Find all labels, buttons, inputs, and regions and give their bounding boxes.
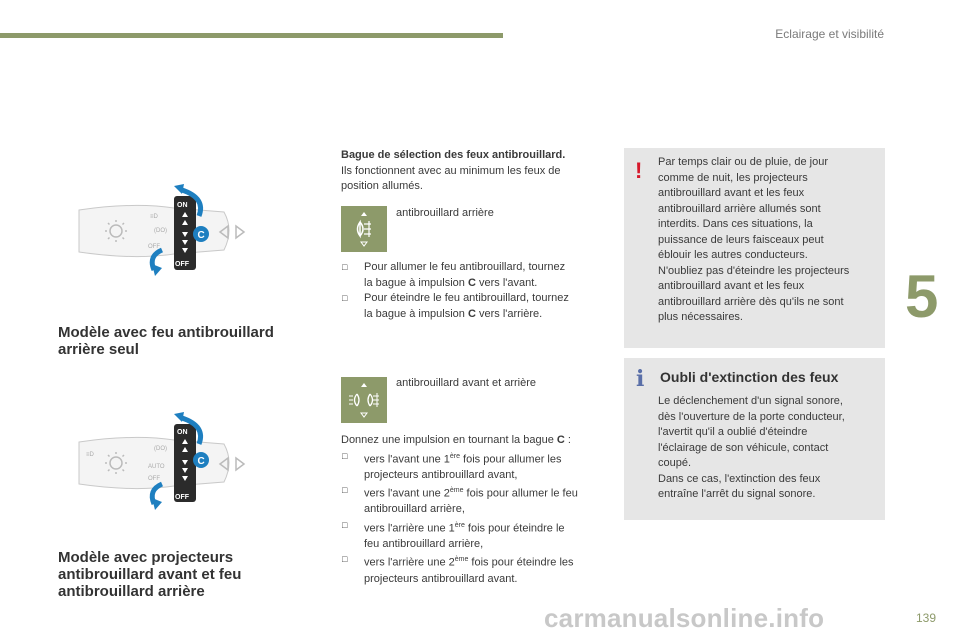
stalk-off-label: OFF	[175, 261, 189, 268]
front-rear-intro: Donnez une impulsion en tournant la bague C :	[341, 434, 571, 446]
model-rear-only-title-line2: arrière seul	[58, 341, 139, 358]
page-number: 139	[915, 611, 936, 625]
bullet-marker-icon: □	[342, 293, 348, 303]
svg-text:(DO): (DO)	[154, 228, 167, 234]
model-front-rear-title-line1: Modèle avec projecteurs	[58, 549, 234, 566]
bullet-marker-icon: □	[342, 519, 348, 530]
svg-text:≡D: ≡D	[86, 452, 94, 458]
model-front-rear-title-line2: antibrouillard avant et feu	[58, 566, 242, 583]
svg-text:≡D: ≡D	[150, 214, 158, 220]
chapter-number: 5	[905, 263, 939, 330]
svg-text:(DO): (DO)	[154, 446, 167, 452]
warning-panel	[624, 148, 885, 348]
model-rear-only-title-line1: Modèle avec feu antibrouillard	[58, 324, 274, 341]
rear-fog-label: antibrouillard arrière	[396, 207, 494, 219]
info-i-icon: i	[636, 366, 645, 392]
bullet-marker-icon: □	[342, 450, 348, 461]
c-badge-label-2: C	[197, 456, 205, 467]
ring-line-1: Ils fonctionnent avec au minimum les feux de	[341, 164, 561, 177]
warning-exclamation-icon: !	[635, 158, 643, 183]
bullet-marker-icon: □	[342, 485, 348, 496]
front-rear-fog-lamp-icon	[341, 377, 387, 423]
bullet-marker-icon: □	[342, 554, 348, 565]
warning-text: Par temps clair ou de pluie, de jour comme de nuit, les projecteurs antibrouillard avant et les feux antibrouillard arrière allumés sont interdits. Dans ces situations, la puissance de leurs faisceaux peut éblouir les autres conducteurs. N'oubliez pas d'éteindre les projecteurs antibrouillard avant et les feux antibrouillard arrière dès qu'ils ne sont plus nécessaires.	[658, 156, 850, 323]
front-rear-bullet-3: □ vers l'arrière une 1ère fois pour éteindre le feu antibrouillard arrière,	[342, 519, 565, 550]
ring-title: Bague de sélection des feux antibrouillard.	[341, 149, 566, 161]
stalk2-on-label: ON	[177, 429, 188, 436]
rear-fog-instructions	[341, 260, 611, 322]
model-front-rear-title	[58, 549, 241, 600]
rear-fog-bullet-1: □ Pour allumer le feu antibrouillard, tournez la bague à impulsion C vers l'avant.	[342, 261, 566, 289]
svg-text:OFF: OFF	[148, 476, 160, 482]
bullet-marker-icon: □	[342, 262, 348, 272]
fog-stalk-illustration-front-rear	[74, 412, 254, 512]
ring-line-2: position allumés.	[341, 180, 423, 192]
rear-fog-bullet-2: □ Pour éteindre le feu antibrouillard, tournez la bague à impulsion C vers l'arrière.	[342, 292, 569, 320]
info-panel	[624, 358, 885, 520]
fog-stalk-illustration-rear	[74, 180, 254, 280]
front-rear-fog-label: antibrouillard avant et arrière	[396, 377, 537, 389]
stalk-on-label: ON	[177, 202, 188, 209]
front-rear-fog-instructions	[341, 433, 613, 587]
watermark: carmanualsonline.info	[544, 603, 825, 633]
model-rear-only-title	[58, 324, 274, 358]
info-text: Le déclenchement d'un signal sonore, dès l'ouverture de la porte conducteur, l'avertit qu'il a oublié d'éteindre l'éclairage de son véhicule, contact coupé. Dans ce cas, l'extinction des feux entraîne l'arrêt du signal sonore.	[658, 395, 845, 500]
stalk-auto-label: AUTO	[148, 464, 165, 470]
header-accent-bar	[0, 33, 503, 38]
info-title: Oubli d'extinction des feux	[660, 369, 839, 385]
section-title: Eclairage et visibilité	[775, 27, 884, 41]
ring-description	[341, 148, 611, 195]
front-rear-bullet-4: □ vers l'arrière une 2ème fois pour éteindre les projecteurs antibrouillard avant.	[342, 554, 574, 585]
model-front-rear-title-line3: antibrouillard arrière	[58, 583, 205, 600]
stalk2-off-label: OFF	[175, 494, 189, 501]
front-rear-bullet-2: □ vers l'avant une 2ème fois pour allumer le feu antibrouillard arrière,	[342, 485, 578, 516]
svg-text:OFF: OFF	[148, 244, 160, 250]
front-rear-bullet-1: □ vers l'avant une 1ère fois pour allumer les projecteurs antibrouillard avant,	[342, 450, 562, 481]
c-badge-label: C	[197, 230, 205, 241]
rear-fog-lamp-icon	[341, 206, 387, 252]
